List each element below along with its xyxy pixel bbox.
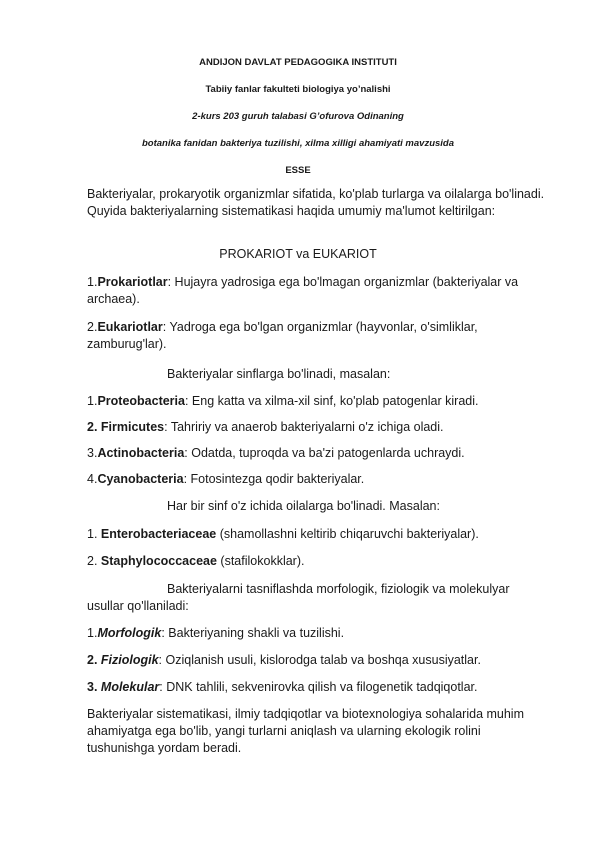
group-item-prokaryotes — [87, 274, 547, 308]
item-term: Morfologik — [97, 626, 162, 640]
item-number: 2. — [87, 653, 98, 667]
item-text: (stafilokokklar). — [216, 554, 305, 568]
item-term: Enterobacteriaceae — [100, 527, 217, 541]
item-number: 2. — [87, 420, 98, 434]
class-item-cyanobacteria — [87, 471, 547, 488]
item-text: : Odatda, tuproqda va ba'zi patogenlarda uchraydi. — [184, 446, 465, 460]
student-line: 2-kurs 203 guruh talabasi G’ofurova Odinaning — [192, 111, 404, 122]
family-item-enterobacteriaceae — [87, 526, 547, 543]
item-number: 3. — [87, 680, 98, 694]
item-text: (shamollashni keltirib chiqaruvchi bakteriyalar). — [216, 527, 479, 541]
method-item-morphological — [87, 625, 547, 642]
method-item-molecular — [87, 679, 547, 696]
item-term: Prokariotlar — [97, 275, 168, 289]
item-text: : Eng katta va xilma-xil sinf, ko'plab patogenlar kiradi. — [184, 394, 479, 408]
class-item-actinobacteria — [87, 445, 547, 462]
institute-title: ANDIJON DAVLAT PEDAGOGIKA INSTITUTI — [199, 57, 397, 68]
item-term: Actinobacteria — [97, 446, 185, 460]
section-title: PROKARIOT va EUKARIOT — [219, 247, 377, 261]
faculty-line: Tabiiy fanlar fakulteti biologiya yo’nalishi — [205, 84, 391, 95]
item-term: Fiziologik — [97, 653, 159, 667]
item-text: : Bakteriyaning shakli va tuzilishi. — [161, 626, 345, 640]
item-number: 1. — [87, 626, 98, 640]
item-number: 1. — [87, 527, 101, 541]
item-text: : Oziqlanish usuli, kislorodga talab va boshqa xususiyatlar. — [158, 653, 481, 667]
group-item-eukaryotes — [87, 319, 547, 353]
class-item-firmicutes — [87, 419, 547, 436]
item-number: 1. — [87, 394, 98, 408]
conclusion-paragraph: Bakteriyalar sistematikasi, ilmiy tadqiqotlar va biotexnologiya sohalarida muhim ahamiyatga ega bo'lib, yangi turlarni aniqlash va ularning ekologik rolini tushunishga yordam beradi. — [87, 707, 524, 755]
methods-intro: Bakteriyalarni tasniflashda morfologik, fiziologik va molekulyar usullar qo'llaniladi: — [87, 582, 510, 613]
item-term: Cyanobacteria — [97, 472, 184, 486]
item-number: 2. — [87, 320, 98, 334]
item-term: Proteobacteria — [97, 394, 185, 408]
item-number: 2. — [87, 554, 101, 568]
intro-paragraph: Bakteriyalar, prokaryotik organizmlar sifatida, ko'plab turlarga va oilalarga bo'linadi. Quyida bakteriyalarning sistematikasi haqida umumiy ma'lumot keltirilgan: — [87, 187, 545, 218]
classes-intro: Bakteriyalar sinflarga bo'linadi, masalan: — [167, 367, 391, 381]
families-intro: Har bir sinf o'z ichida oilalarga bo'linadi. Masalan: — [167, 499, 440, 513]
method-item-physiological — [87, 652, 547, 669]
item-term: Firmicutes — [97, 420, 165, 434]
item-term: Molekular — [97, 680, 160, 694]
document-type: ESSE — [285, 165, 311, 176]
item-text: : DNK tahlili, sekvenirovka qilish va filogenetik tadqiqotlar. — [159, 680, 478, 694]
item-number: 1. — [87, 275, 98, 289]
item-text: : Tahririy va anaerob bakteriyalarni o'z ichiga oladi. — [164, 420, 444, 434]
class-item-proteobacteria — [87, 393, 547, 410]
item-text: : Hujayra yadrosiga ega bo'lmagan organizmlar (bakteriyalar va archaea). — [87, 275, 519, 306]
family-item-staphylococcaceae — [87, 553, 547, 570]
item-text: : Yadroga ega bo'lgan organizmlar (hayvonlar, o'simliklar, zamburug'lar). — [87, 320, 478, 351]
item-term: Staphylococcaceae — [100, 554, 217, 568]
topic-line: botanika fanidan bakteriya tuzilishi, xilma xilligi ahamiyati mavzusida — [141, 138, 454, 149]
item-text: : Fotosintezga qodir bakteriyalar. — [183, 472, 365, 486]
item-number: 4. — [87, 472, 98, 486]
item-number: 3. — [87, 446, 98, 460]
item-term: Eukariotlar — [97, 320, 163, 334]
